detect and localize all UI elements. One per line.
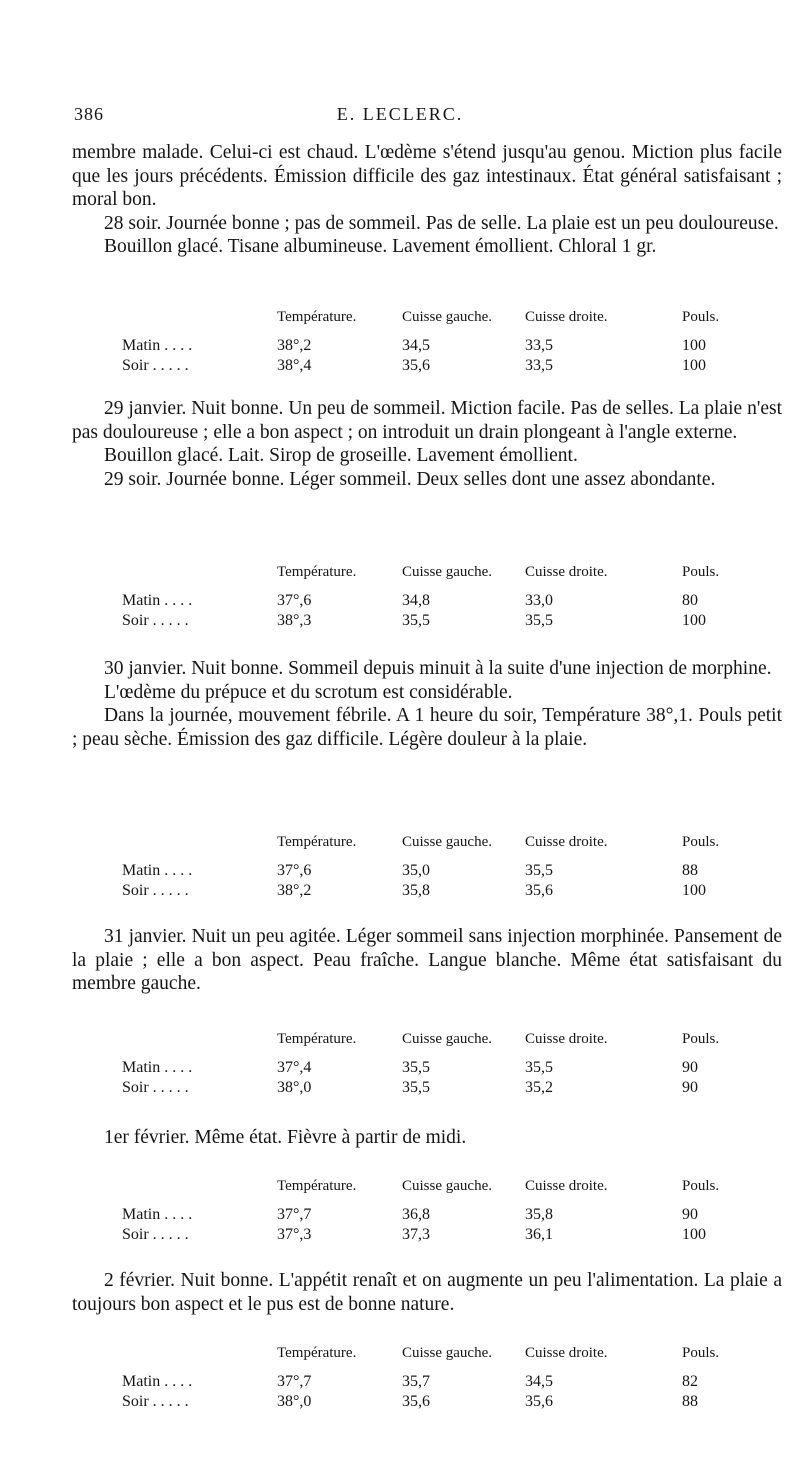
cell-pulse: 100 [682,357,706,374]
cell-temperature: 37°,4 [277,1059,312,1076]
cell-pulse: 100 [682,337,706,354]
col-header-right-thigh: Cuisse droite. [525,1345,608,1361]
paragraph: 31 janvier. Nuit un peu agitée. Léger sommeil sans injection morphinée. Pansement de la plaie ; elle a bon aspect. Peau fraîche. Langue blanche. Même état satisfaisant du membre gauche. [72,926,782,994]
cell-temperature: 37°,7 [277,1206,312,1223]
table-header [72,1031,752,1051]
cell-left-thigh: 35,5 [402,1079,430,1096]
paragraph: Bouillon glacé. Lait. Sirop de groseille. Lavement émollient. [104,445,578,466]
page-number: 386 [74,104,104,124]
cell-right-thigh: 33,5 [525,337,553,354]
cell-temperature: 37°,7 [277,1373,312,1390]
cell-temperature: 38°,3 [277,612,312,629]
cell-right-thigh: 33,0 [525,592,553,609]
cell-right-thigh: 36,1 [525,1226,553,1243]
cell-pulse: 88 [682,862,698,879]
text-block-5 [72,1126,782,1150]
col-header-temperature: Température. [277,309,357,325]
cell-right-thigh: 35,6 [525,1393,553,1410]
table-header [72,1178,752,1198]
cell-left-thigh: 35,7 [402,1373,430,1390]
cell-temperature: 38°,2 [277,882,312,899]
col-header-right-thigh: Cuisse droite. [525,1178,608,1194]
col-header-pulse: Pouls. [682,309,720,325]
table-row [72,1226,752,1246]
col-header-left-thigh: Cuisse gauche. [402,1345,492,1361]
text-block-4 [72,925,782,996]
row-label-morning: Matin . . . . [122,1206,193,1223]
cell-left-thigh: 35,0 [402,862,430,879]
row-label-morning: Matin . . . . [122,337,193,354]
table-row [72,862,752,882]
vitals-table-3 [72,834,752,902]
cell-left-thigh: 37,3 [402,1226,430,1243]
text-block-2 [72,397,782,491]
cell-left-thigh: 34,8 [402,592,430,609]
cell-left-thigh: 35,6 [402,357,430,374]
col-header-pulse: Pouls. [682,834,720,850]
table-header [72,564,752,584]
text-block-3 [72,657,782,751]
table-header [72,309,752,329]
table-header [72,834,752,854]
col-header-temperature: Température. [277,1345,357,1361]
row-label-evening: Soir . . . . . [122,882,189,899]
vitals-table-6 [72,1345,752,1413]
table-header [72,1345,752,1365]
cell-right-thigh: 35,5 [525,1059,553,1076]
col-header-left-thigh: Cuisse gauche. [402,1178,492,1194]
table-row [72,592,752,612]
running-title: E. LECLERC. [336,104,464,124]
cell-left-thigh: 36,8 [402,1206,430,1223]
col-header-right-thigh: Cuisse droite. [525,834,608,850]
cell-temperature: 37°,3 [277,1226,312,1243]
cell-temperature: 38°,0 [277,1393,312,1410]
cell-temperature: 37°,6 [277,862,312,879]
cell-temperature: 37°,6 [277,592,312,609]
row-label-evening: Soir . . . . . [122,357,189,374]
cell-temperature: 38°,2 [277,337,312,354]
col-header-temperature: Température. [277,834,357,850]
cell-pulse: 90 [682,1079,698,1096]
table-row [72,1373,752,1393]
table-row [72,1393,752,1413]
row-label-morning: Matin . . . . [122,1373,193,1390]
paragraph: membre malade. Celui-ci est chaud. L'œdème s'étend jusqu'au genou. Miction plus facile que les jours précédents. Émission difficile des gaz intestinaux. État général satisfaisant ; moral bon. [72,142,782,210]
row-label-morning: Matin . . . . [122,1059,193,1076]
col-header-pulse: Pouls. [682,564,720,580]
paragraph: Dans la journée, mouvement fébrile. A 1 heure du soir, Température 38°,1. Pouls petit ; peau sèche. Émission des gaz difficile. Légère douleur à la plaie. [72,705,782,750]
cell-left-thigh: 35,5 [402,1059,430,1076]
cell-left-thigh: 35,8 [402,882,430,899]
cell-pulse: 100 [682,882,706,899]
col-header-temperature: Température. [277,1031,357,1047]
cell-pulse: 100 [682,612,706,629]
running-header [74,104,726,128]
paragraph: 30 janvier. Nuit bonne. Sommeil depuis minuit à la suite d'une injection de morphine. [104,658,772,679]
row-label-morning: Matin . . . . [122,862,193,879]
vitals-table-2 [72,564,752,632]
cell-right-thigh: 33,5 [525,357,553,374]
table-row [72,357,752,377]
col-header-left-thigh: Cuisse gauche. [402,564,492,580]
cell-pulse: 90 [682,1059,698,1076]
cell-pulse: 80 [682,592,698,609]
col-header-right-thigh: Cuisse droite. [525,309,608,325]
row-label-evening: Soir . . . . . [122,1226,189,1243]
table-row [72,612,752,632]
text-block-1 [72,141,782,259]
col-header-right-thigh: Cuisse droite. [525,1031,608,1047]
cell-temperature: 38°,0 [277,1079,312,1096]
row-label-morning: Matin . . . . [122,592,193,609]
col-header-pulse: Pouls. [682,1031,720,1047]
cell-right-thigh: 35,5 [525,862,553,879]
paragraph: 29 janvier. Nuit bonne. Un peu de sommeil. Miction facile. Pas de selles. La plaie n'est pas douloureuse ; elle a bon aspect ; on introduit un drain plongeant à l'angle externe. [72,398,782,443]
cell-pulse: 100 [682,1226,706,1243]
paragraph: 2 février. Nuit bonne. L'appétit renaît et on augmente un peu l'alimentation. La plaie a toujours bon aspect et le pus est de bonne nature. [72,1270,782,1315]
cell-left-thigh: 35,5 [402,612,430,629]
col-header-left-thigh: Cuisse gauche. [402,309,492,325]
cell-right-thigh: 34,5 [525,1373,553,1390]
text-block-6 [72,1269,782,1316]
col-header-left-thigh: Cuisse gauche. [402,834,492,850]
paragraph: L'œdème du prépuce et du scrotum est considérable. [104,681,513,703]
paragraph: Bouillon glacé. Tisane albumineuse. Lavement émollient. Chloral 1 gr. [104,236,657,257]
cell-left-thigh: 35,6 [402,1393,430,1410]
table-row [72,337,752,357]
cell-right-thigh: 35,2 [525,1079,553,1096]
cell-pulse: 82 [682,1373,698,1390]
col-header-temperature: Température. [277,564,357,580]
row-label-evening: Soir . . . . . [122,1079,189,1096]
vitals-table-1 [72,309,752,377]
col-header-temperature: Température. [277,1178,357,1194]
cell-temperature: 38°,4 [277,357,312,374]
col-header-right-thigh: Cuisse droite. [525,564,608,580]
paragraph: 28 soir. Journée bonne ; pas de sommeil. Pas de selle. La plaie est un peu douloureuse. [104,212,779,234]
row-label-evening: Soir . . . . . [122,1393,189,1410]
col-header-left-thigh: Cuisse gauche. [402,1031,492,1047]
col-header-pulse: Pouls. [682,1178,720,1194]
vitals-table-4 [72,1031,752,1099]
col-header-pulse: Pouls. [682,1345,720,1361]
cell-right-thigh: 35,6 [525,882,553,899]
cell-left-thigh: 34,5 [402,337,430,354]
table-row [72,1206,752,1226]
cell-right-thigh: 35,5 [525,612,553,629]
paragraph: 29 soir. Journée bonne. Léger sommeil. Deux selles dont une assez abondante. [104,468,716,490]
table-row [72,1059,752,1079]
table-row [72,1079,752,1099]
cell-pulse: 88 [682,1393,698,1410]
cell-right-thigh: 35,8 [525,1206,553,1223]
vitals-table-5 [72,1178,752,1246]
table-row [72,882,752,902]
paragraph: 1er février. Même état. Fièvre à partir de midi. [104,1127,467,1148]
row-label-evening: Soir . . . . . [122,612,189,629]
cell-pulse: 90 [682,1206,698,1223]
